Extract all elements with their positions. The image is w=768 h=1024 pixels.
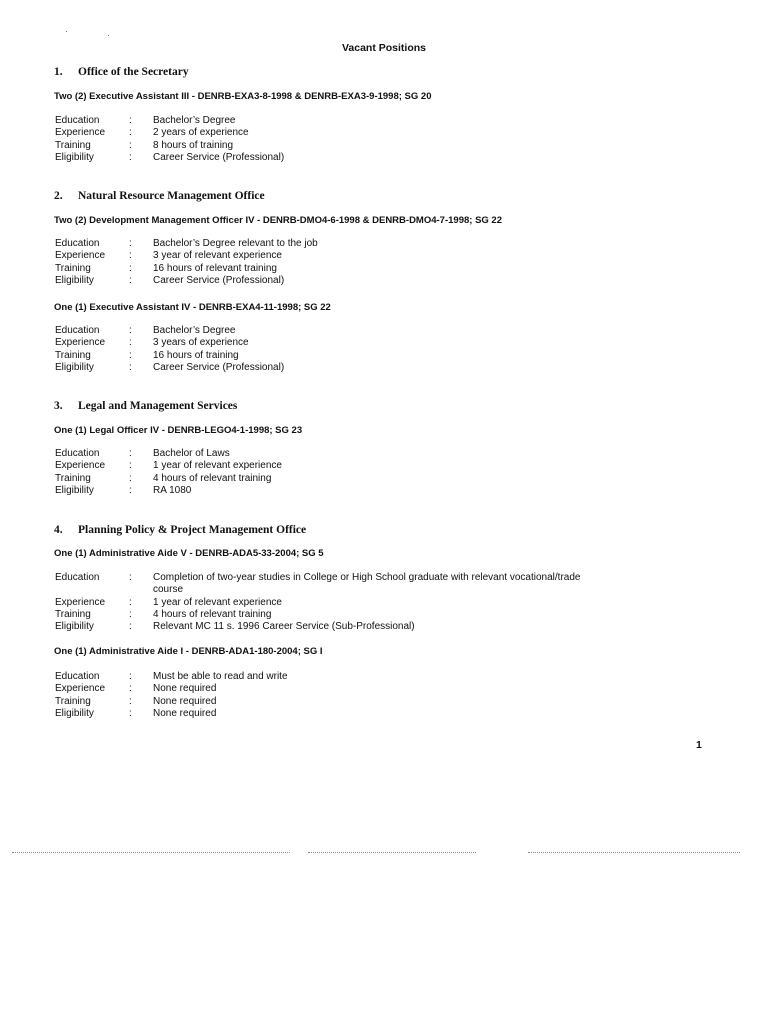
requirement-value: Career Service (Professional) xyxy=(153,151,285,163)
requirement-value: 2 years of experience xyxy=(153,127,249,139)
requirement-label: Education xyxy=(55,325,100,336)
colon-separator: : xyxy=(129,621,132,633)
requirement-row xyxy=(55,671,593,683)
requirement-label: Training xyxy=(55,608,91,620)
requirement-label: Training xyxy=(55,695,91,707)
signature-line xyxy=(12,852,290,853)
colon-separator: : xyxy=(129,238,132,249)
section-title: Natural Resource Management Office xyxy=(78,190,265,202)
colon-separator: : xyxy=(129,448,132,459)
section-title: Legal and Management Services xyxy=(78,400,238,412)
requirement-row xyxy=(55,238,593,250)
requirement-value: Relevant MC 11 s. 1996 Career Service (Sub-Professional) xyxy=(153,621,415,633)
requirement-label: Experience xyxy=(55,683,106,695)
colon-separator: : xyxy=(129,127,132,139)
colon-separator: : xyxy=(129,139,132,151)
colon-separator: : xyxy=(129,460,132,472)
requirement-row xyxy=(55,250,593,262)
requirement-value: 16 hours of training xyxy=(153,349,239,361)
requirement-row xyxy=(55,362,593,374)
requirement-row xyxy=(55,448,593,460)
requirement-value: 4 hours of relevant training xyxy=(153,472,272,484)
requirement-value: 1 year of relevant experience xyxy=(153,596,282,608)
requirement-label: Education xyxy=(55,572,100,583)
requirement-row xyxy=(55,263,593,275)
requirement-label: Education xyxy=(55,238,100,249)
position-title: One (1) Administrative Aide I - DENRB-ADA1-180-2004; SG I xyxy=(54,646,323,657)
section-heading-3 xyxy=(54,400,237,412)
requirement-label: Experience xyxy=(55,250,106,262)
colon-separator: : xyxy=(129,683,132,695)
requirement-row xyxy=(55,337,593,349)
section-heading-4 xyxy=(54,524,306,536)
requirement-label: Experience xyxy=(55,596,106,608)
section-number: 4. xyxy=(54,524,63,536)
requirement-row xyxy=(55,696,593,708)
colon-separator: : xyxy=(129,361,132,373)
requirement-label: Training xyxy=(55,472,91,484)
colon-separator: : xyxy=(129,707,132,719)
requirement-row xyxy=(55,621,593,633)
requirement-value: None required xyxy=(153,695,217,707)
requirement-row xyxy=(55,597,593,609)
colon-separator: : xyxy=(129,596,132,608)
requirement-label: Training xyxy=(55,139,91,151)
page-number: 1 xyxy=(696,739,702,751)
requirement-label: Eligibility xyxy=(55,621,94,633)
signature-line xyxy=(308,852,476,853)
requirement-label: Experience xyxy=(55,337,106,349)
colon-separator: : xyxy=(129,262,132,274)
colon-separator: : xyxy=(129,671,132,682)
colon-separator: : xyxy=(129,484,132,496)
requirement-label: Training xyxy=(55,262,91,274)
requirement-value: Bachelor of Laws xyxy=(153,448,230,459)
requirement-value: None required xyxy=(153,707,217,719)
colon-separator: : xyxy=(129,472,132,484)
section-number: 1. xyxy=(54,66,63,78)
section-number: 2. xyxy=(54,190,63,202)
requirement-value: None required xyxy=(153,683,217,695)
requirement-label: Eligibility xyxy=(55,151,94,163)
requirement-row xyxy=(55,115,593,127)
requirement-value: Bachelor’s Degree xyxy=(153,115,236,126)
requirement-value: 3 years of experience xyxy=(153,337,249,349)
requirement-value: 16 hours of relevant training xyxy=(153,262,277,274)
requirement-label: Eligibility xyxy=(55,361,94,373)
colon-separator: : xyxy=(129,608,132,620)
requirements-table xyxy=(55,238,593,287)
requirement-row xyxy=(55,485,593,497)
document-title: Vacant Positions xyxy=(341,42,427,54)
section-title: Office of the Secretary xyxy=(78,66,189,78)
position-title: One (1) Legal Officer IV - DENRB-LEGO4-1-1998; SG 23 xyxy=(54,425,303,436)
colon-separator: : xyxy=(129,151,132,163)
colon-separator: : xyxy=(129,274,132,286)
requirement-row xyxy=(55,473,593,485)
colon-separator: : xyxy=(129,325,132,336)
section-heading-1 xyxy=(54,66,189,78)
requirement-row xyxy=(55,325,593,337)
requirements-table xyxy=(55,572,593,633)
scan-speck xyxy=(108,35,109,36)
requirement-row xyxy=(55,275,593,287)
requirement-label: Education xyxy=(55,115,100,126)
requirement-value: RA 1080 xyxy=(153,484,192,496)
requirement-value: 1 year of relevant experience xyxy=(153,460,282,472)
requirement-row xyxy=(55,572,593,597)
requirement-row xyxy=(55,350,593,362)
position-title: One (1) Administrative Aide V - DENRB-ADA5-33-2004; SG 5 xyxy=(54,548,324,559)
colon-separator: : xyxy=(129,349,132,361)
requirement-row xyxy=(55,683,593,695)
colon-separator: : xyxy=(129,250,132,262)
requirement-label: Experience xyxy=(55,127,106,139)
requirement-label: Education xyxy=(55,671,100,682)
requirement-label: Experience xyxy=(55,460,106,472)
requirement-row xyxy=(55,127,593,139)
requirements-table xyxy=(55,671,593,720)
position-title: One (1) Executive Assistant IV - DENRB-EXA4-11-1998; SG 22 xyxy=(54,302,331,313)
requirements-table xyxy=(55,115,593,164)
requirement-label: Eligibility xyxy=(55,707,94,719)
requirement-label: Training xyxy=(55,349,91,361)
requirements-table xyxy=(55,325,593,374)
requirement-value: Career Service (Professional) xyxy=(153,274,285,286)
requirement-label: Eligibility xyxy=(55,274,94,286)
requirement-value: 4 hours of relevant training xyxy=(153,608,272,620)
requirement-value: Bachelor’s Degree relevant to the job xyxy=(153,238,318,249)
colon-separator: : xyxy=(129,337,132,349)
requirement-value: 3 year of relevant experience xyxy=(153,250,282,262)
requirement-label: Education xyxy=(55,448,100,459)
requirements-table xyxy=(55,448,593,497)
colon-separator: : xyxy=(129,695,132,707)
requirement-value: Must be able to read and write xyxy=(153,671,288,682)
colon-separator: : xyxy=(129,115,132,126)
requirement-row xyxy=(55,460,593,472)
requirement-row xyxy=(55,140,593,152)
requirement-label: Eligibility xyxy=(55,484,94,496)
colon-separator: : xyxy=(129,572,132,583)
requirement-row xyxy=(55,609,593,621)
requirement-row xyxy=(55,708,593,720)
requirement-value: Career Service (Professional) xyxy=(153,361,285,373)
position-title: Two (2) Development Management Officer IV - DENRB-DMO4-6-1998 & DENRB-DMO4-7-1998; SG 22 xyxy=(54,215,502,226)
section-title: Planning Policy & Project Management Office xyxy=(78,524,307,536)
requirement-row xyxy=(55,152,593,164)
requirement-value: Bachelor’s Degree xyxy=(153,325,236,336)
requirement-value: Completion of two-year studies in College or High School graduate with relevant vocational/trade course xyxy=(153,572,581,596)
scan-speck xyxy=(66,31,67,32)
position-title: Two (2) Executive Assistant III - DENRB-EXA3-8-1998 & DENRB-EXA3-9-1998; SG 20 xyxy=(54,91,432,102)
section-heading-2 xyxy=(54,190,265,202)
section-number: 3. xyxy=(54,400,63,412)
signature-line xyxy=(528,852,740,853)
requirement-value: 8 hours of training xyxy=(153,139,234,151)
